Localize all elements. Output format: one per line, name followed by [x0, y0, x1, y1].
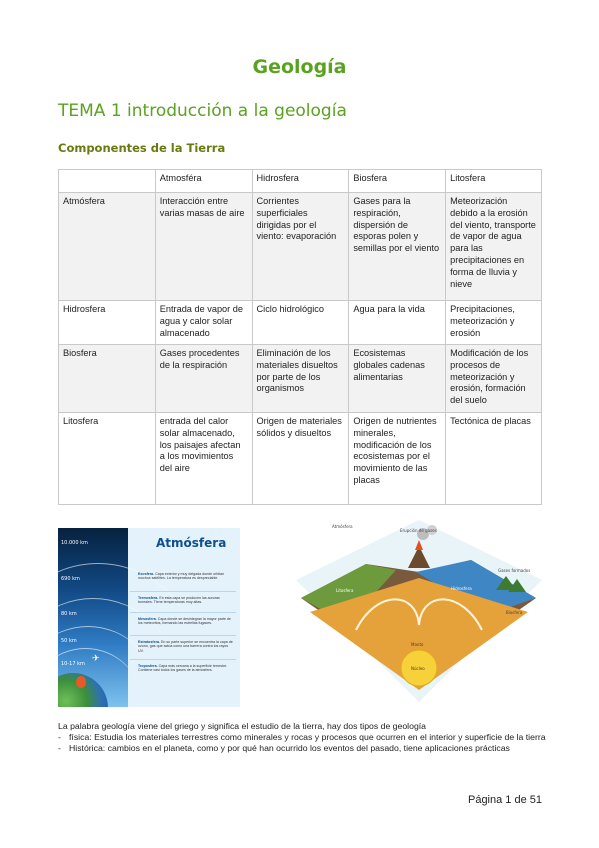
tema-heading: TEMA 1 introducción a la geología — [58, 101, 347, 121]
figure-label: Manto — [411, 642, 424, 647]
table-cell: Litosfera — [59, 413, 156, 505]
list-item — [58, 732, 548, 743]
table-cell: Entrada de vapor de agua y calor solar almacenado — [155, 301, 252, 345]
balloon-icon — [76, 676, 86, 688]
layer-description — [138, 640, 234, 653]
divider — [130, 635, 236, 636]
layer-text: Capa más cercana a la superficie terrestre. Contiene casi todos los gases de la atmósfera. — [138, 664, 228, 673]
layer-name: Termosfera. — [138, 596, 159, 600]
divider — [130, 659, 236, 660]
layer-name: Exosfera. — [138, 572, 155, 576]
table-cell: Biosfera — [59, 345, 156, 413]
figure-label: Litosfera — [336, 588, 354, 593]
components-table — [58, 169, 542, 505]
table-cell: Tectónica de placas — [446, 413, 542, 505]
dash-bullet: - — [58, 732, 61, 742]
table-header-cell — [59, 170, 156, 193]
altitude-label: 10.000 km — [61, 540, 88, 546]
altitude-label: 690 km — [61, 576, 80, 582]
list-item-text: física: Estudia los materiales terrestres como minerales y rocas y procesos que ocurren en el interior y superficie de la tierra — [69, 732, 546, 742]
table-cell: entrada del calor solar almacenado, los paisajes afectan a los movimientos del aire — [155, 413, 252, 505]
figure-label: Atmósfera — [332, 524, 353, 529]
layer-description — [138, 596, 234, 605]
figure-label: Núcleo — [411, 666, 425, 671]
table-cell: Eliminación de los materiales disueltos por parte de los organismos — [252, 345, 349, 413]
layer-description — [138, 664, 234, 673]
table-header-cell: Atmosféra — [155, 170, 252, 193]
table-cell: Interacción entre varias masas de aire — [155, 193, 252, 301]
table-cell: Hidrosfera — [59, 301, 156, 345]
table-cell: Origen de nutrientes minerales, modificación de los ecosistemas por el movimiento de las placas — [349, 413, 446, 505]
table-row — [59, 301, 542, 345]
atmosphere-figure-title: Atmósfera — [156, 536, 227, 550]
layer-name: Estratosfera. — [138, 640, 160, 644]
table-row — [59, 345, 542, 413]
table-cell: Ciclo hidrológico — [252, 301, 349, 345]
table-cell: Corrientes superficiales dirigidas por el viento: evaporación — [252, 193, 349, 301]
layer-text: En su parte superior se encuentra la capa de ozono, gas que actúa como una barrera contra los rayos UV. — [138, 640, 233, 653]
table-header-cell: Hidrosfera — [252, 170, 349, 193]
paragraph-intro: La palabra geología viene del griego y significa el estudio de la tierra, hay dos tipos de geología — [58, 721, 427, 731]
geology-types-list — [58, 732, 548, 754]
layer-text: Capa exterior y muy delgada donde orbitan muchos satélites. La temperatura es despreciable. — [138, 572, 225, 581]
layer-name: Troposfera. — [138, 664, 158, 668]
table-header-cell: Litosfera — [446, 170, 542, 193]
table-cell: Modificación de los procesos de meteorización y erosión, formación del suelo — [446, 345, 542, 413]
earth-cross-section-figure — [296, 520, 542, 710]
layer-description — [138, 617, 234, 626]
table-cell: Meteorización debido a la erosión del viento, transporte de vapor de agua para las precipitaciones en forma de lluvia y nieve — [446, 193, 542, 301]
altitude-label: 10-17 km — [61, 661, 85, 667]
table-row — [59, 193, 542, 301]
divider — [130, 591, 236, 592]
figure-label: Hidrosfera — [451, 586, 472, 591]
plane-icon: ✈ — [92, 653, 100, 663]
list-item-text: Histórica: cambios en el planeta, como y por qué han ocurrido los eventos del pasado, tiene aplicaciones prácticas — [69, 743, 510, 753]
table-header-cell: Biosfera — [349, 170, 446, 193]
layer-description — [138, 572, 234, 581]
altitude-label: 80 km — [61, 611, 77, 617]
dash-bullet: - — [58, 743, 61, 753]
figure-label: Erupción de gases — [400, 528, 437, 533]
layer-text: Capa donde se desintegran la mayor parte de los meteoritos, formando las estrellas fugaces. — [138, 617, 231, 626]
layer-text: En esta capa se producen las auroras boreales. Tiene temperaturas muy altas. — [138, 596, 220, 605]
table-cell: Ecosistemas globales cadenas alimentarias — [349, 345, 446, 413]
table-cell: Gases para la respiración, dispersión de esporas polen y semillas por el viento — [349, 193, 446, 301]
table-cell: Agua para la vida — [349, 301, 446, 345]
figure-label: Biosfera — [506, 610, 523, 615]
table-cell: Precipitaciones, meteorización y erosión — [446, 301, 542, 345]
section-heading: Componentes de la Tierra — [58, 141, 226, 155]
page-number: Página 1 de 51 — [467, 794, 542, 806]
altitude-label: 50 km — [61, 638, 77, 644]
divider — [130, 612, 236, 613]
table-row — [59, 413, 542, 505]
table-cell: Atmósfera — [59, 193, 156, 301]
atmosphere-figure — [58, 528, 240, 707]
table-cell: Origen de materiales sólidos y disueltos — [252, 413, 349, 505]
layer-name: Mesosfera. — [138, 617, 157, 621]
geology-paragraph — [58, 721, 548, 754]
document-title: Geología — [252, 56, 347, 78]
figure-label: Gases formados — [498, 568, 531, 573]
list-item — [58, 743, 548, 754]
table-header-row — [59, 170, 542, 193]
table-cell: Gases procedentes de la respiración — [155, 345, 252, 413]
